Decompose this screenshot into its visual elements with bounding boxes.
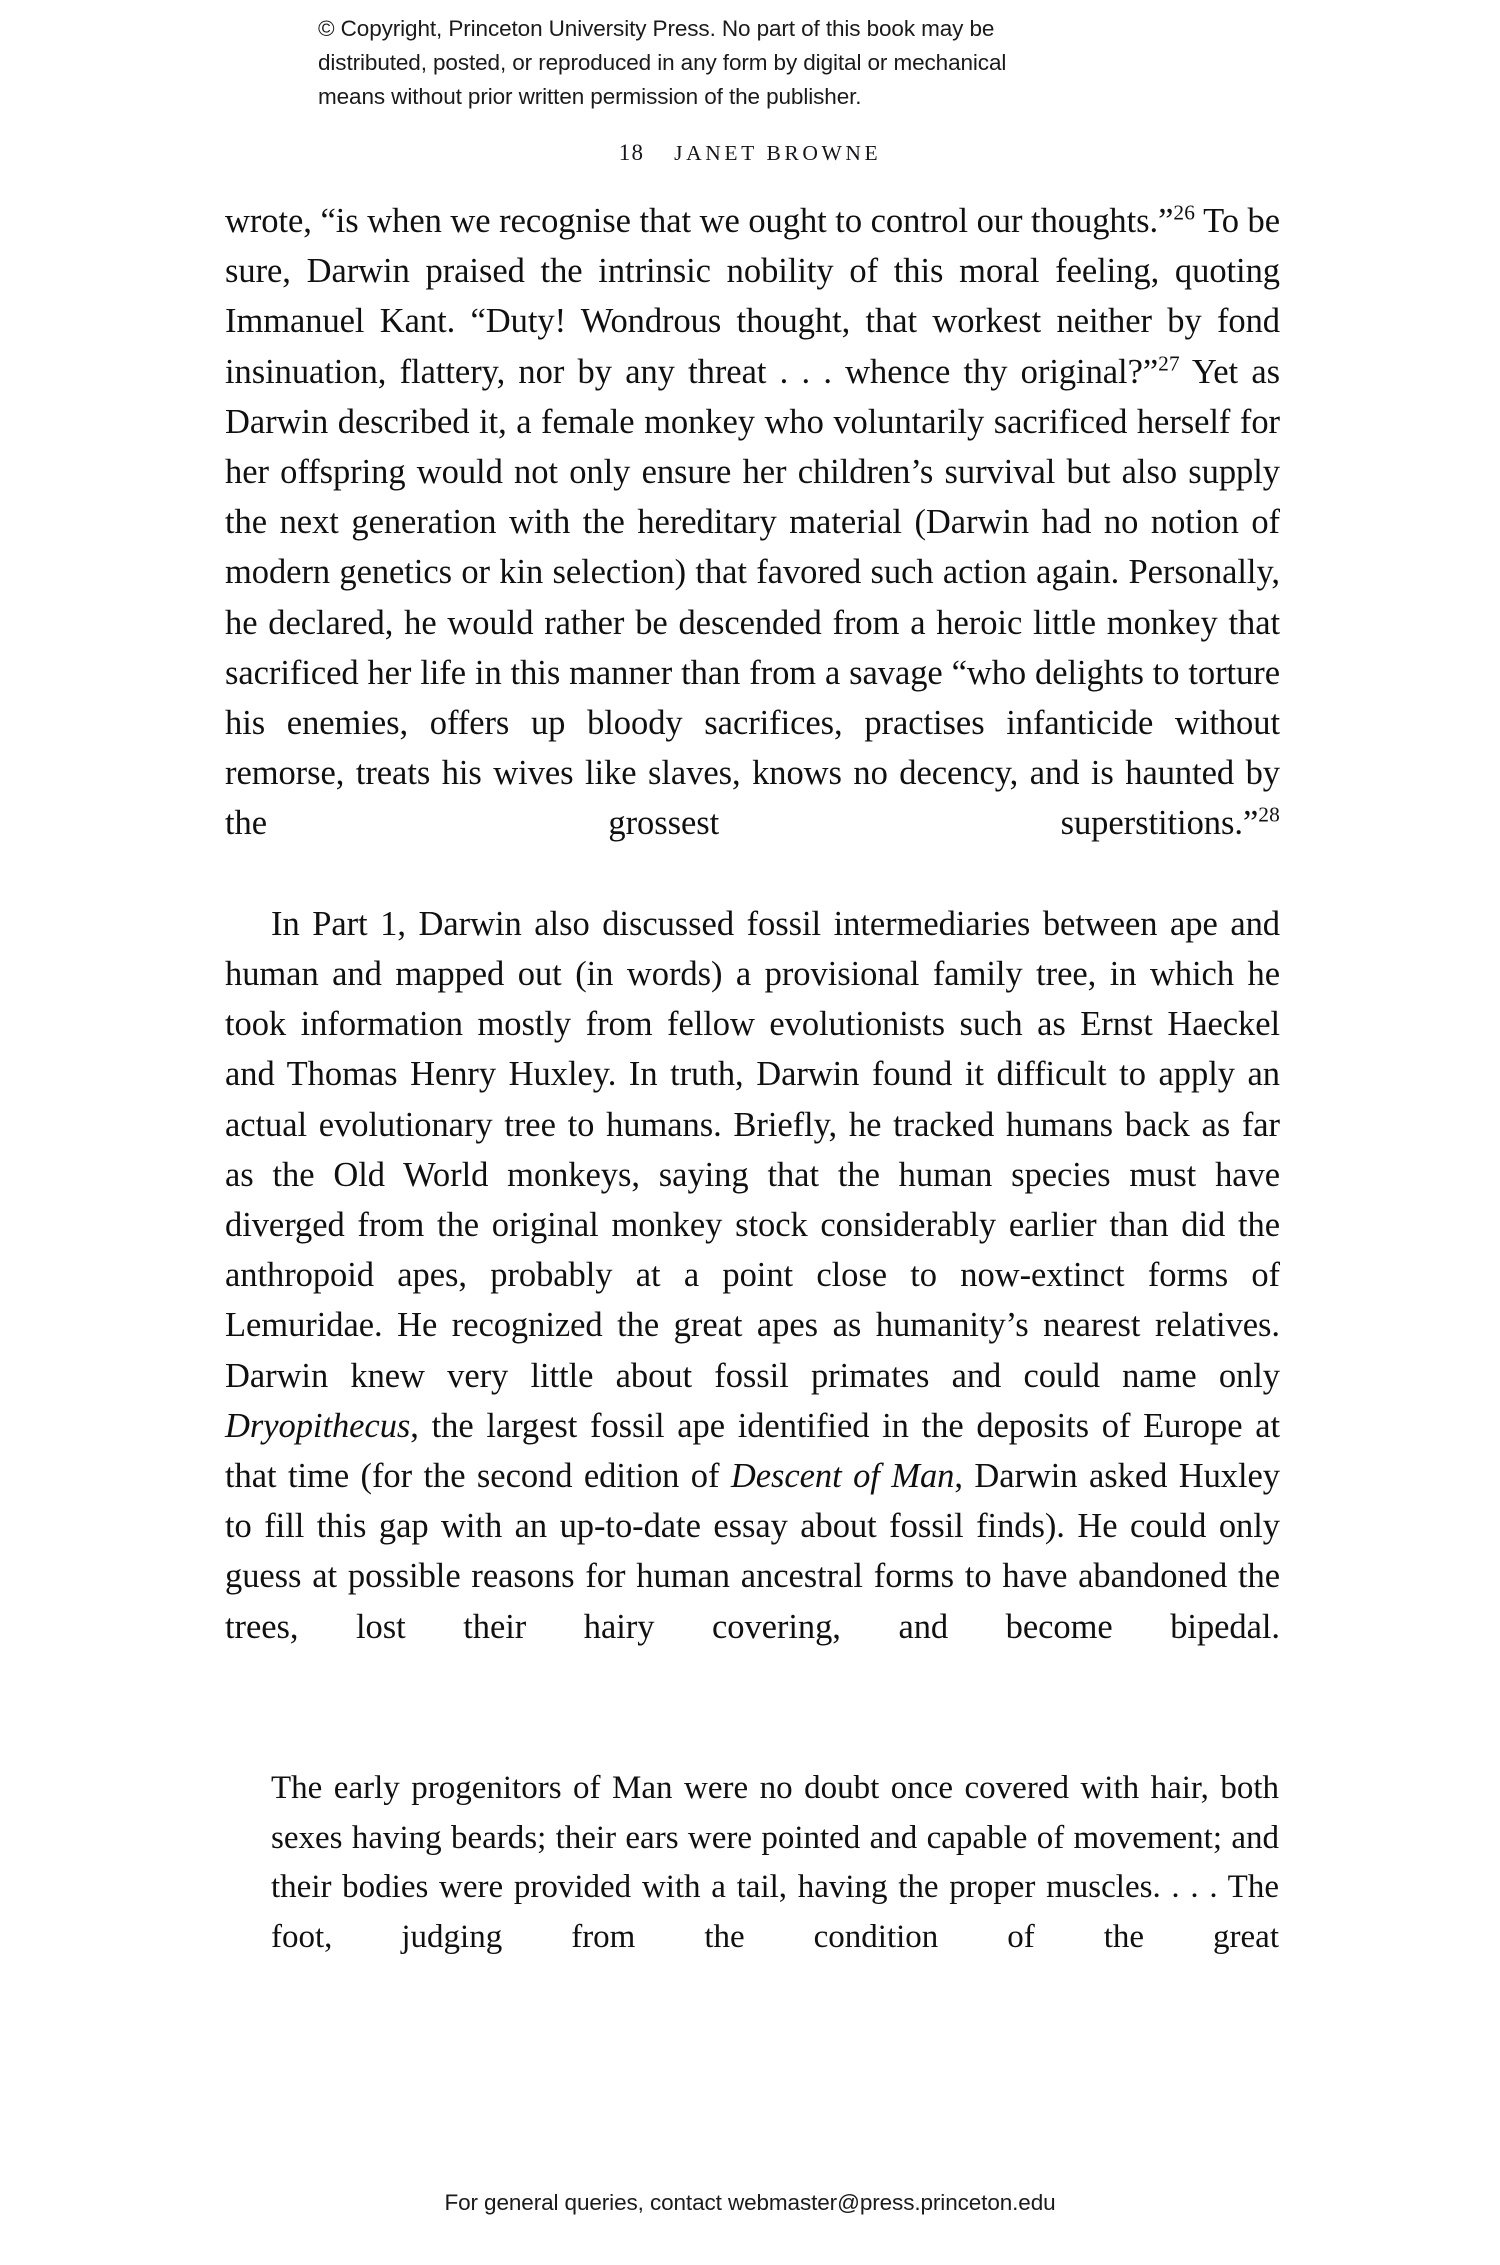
block-quote-text: The early progenitors of Man were no doubt once covered with hair, both sexes having beards; their ears were pointed and capable of movement; and their bodies were provided with a tail, having the proper muscles. . . . The foot, judging from the condition of the great [271,1770,1279,1955]
italic-phrase: Dryopithecus [225,1406,411,1445]
copyright-notice-line-1: © Copyright, Princeton University Press. No part of this book may be [318,16,995,41]
running-head [0,140,1500,166]
page-number: 18 [618,140,645,165]
page-footer [0,2190,1500,2216]
footnote-ref-28[interactable]: 28 [1258,802,1280,827]
copyright-notice-line-3: means without prior written permission of the publisher. [318,84,862,109]
paragraph-para-fossil-intermediaries: In Part 1, Darwin also discussed fossil intermediaries between ape and human and mapped out (in words) a provisional family tree, in which he took information mostly from fellow evolutionists such as Ernst Haeckel and Thomas Henry Huxley. In truth, Darwin found it difficult to apply an actual evolutionary tree to humans. Briefly, he tracked humans back as far as the Old World monkeys, saying that the human species must have diverged from the original monkey stock considerably earlier than did the anthropoid apes, probably at a point close to now-extinct forms of Lemuridae. He recognized the great apes as humanity’s nearest relatives. Darwin knew very little about fossil primates and could name only Dryopithecus, the largest fossil ape identified in the deposits of Europe at that time (for the second edition of Descent of Man, Darwin asked Huxley to fill this gap with an up-to-date essay about fossil finds). He could only guess at possible reasons for human ancestral forms to have abandoned the trees, lost their hairy covering, and become bipedal. [225,904,1280,1646]
text-block [225,196,1280,2012]
block-quote [271,1764,1279,2012]
copyright-notice-line-2: distributed, posted, or reproduced in any form by digital or mechanical [318,50,1007,75]
paragraph-para-moral-sense: wrote, “is when we recognise that we ought to control our thoughts.”$^{26}$ To be sure, Darwin praised the intrinsic nobility of this moral feeling, quoting Immanuel Kant. “Duty! Wondrous thought, that workest neither by fond insinuation, flattery, nor by any threat . . . whence thy original?”$^{27}$ Yet as Darwin described it, a female monkey who voluntarily sacrificed herself for her offspring would not only ensure her children’s survival but also supply the next generation with the hereditary material (Darwin had no notion of modern genetics or kin selection) that favored such action again. Personally, he declared, he would rather be descended from a heroic little monkey that sacrificed her life in this manner than from a savage “who delights to torture his enemies, offers up bloody sacrifices, practises infanticide without remorse, treats his wives like slaves, knows no decency, and is haunted by the grossest superstitions.”$^{28}$ [225,200,1280,843]
copyright-notice [318,12,1198,114]
page-footer-text: For general queries, contact webmaster@press.princeton.edu [444,2190,1056,2215]
running-head-author: JANET BROWNE [674,141,882,165]
footnote-ref-27[interactable]: 27 [1158,351,1180,376]
italic-phrase: Descent of Man [730,1457,955,1496]
body-paragraphs [225,196,1280,1702]
footnote-ref-26[interactable]: 26 [1173,200,1196,225]
